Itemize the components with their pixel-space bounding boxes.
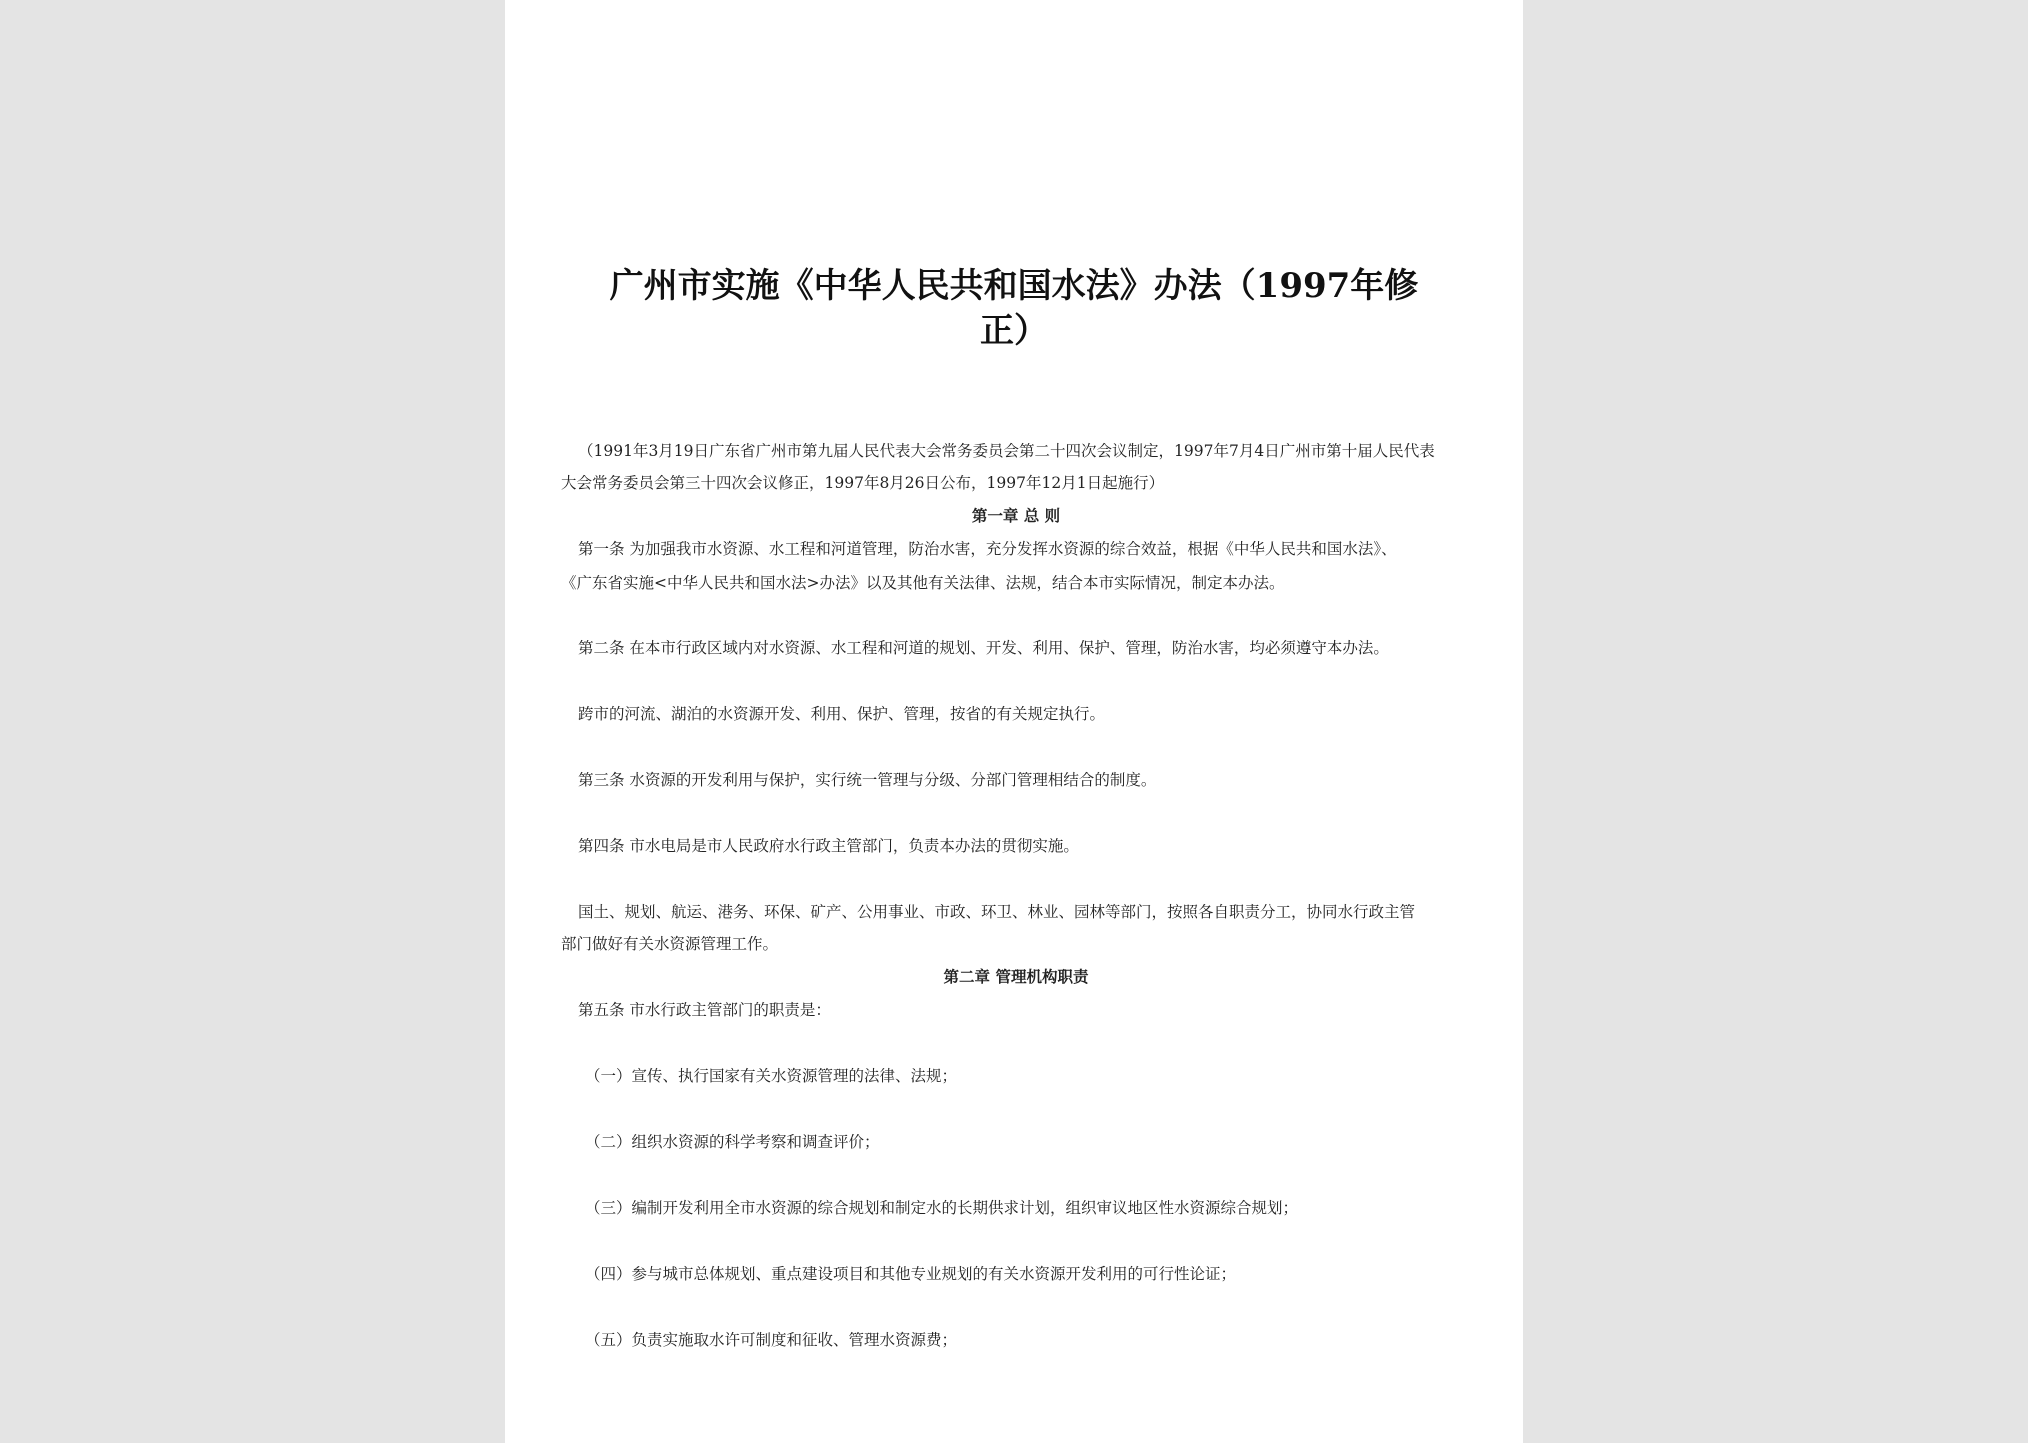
document-page bbox=[505, 0, 1523, 1443]
article-5-item-4: （四）参与城市总体规划、重点建设项目和其他专业规划的有关水资源开发利用的可行性论证； bbox=[585, 1265, 1237, 1283]
article-5-item-5: （五）负责实施取水许可制度和征收、管理水资源费； bbox=[585, 1331, 958, 1349]
document-title-line-1: 广州市实施《中华人民共和国水法》办法（1997年修 bbox=[609, 266, 1419, 306]
article-3: 第三条 水资源的开发利用与保护，实行统一管理与分级、分部门管理相结合的制度。 bbox=[578, 771, 1157, 789]
article-2-paragraph-2: 跨市的河流、湖泊的水资源开发、利用、保护、管理，按省的有关规定执行。 bbox=[578, 705, 1106, 723]
enactment-note-line-1: （1991年3月19日广东省广州市第九届人民代表大会常务委员会第二十四次会议制定，1997年7月4日广州市第十届人民代表 bbox=[578, 442, 1435, 460]
article-5-item-1: （一）宣传、执行国家有关水资源管理的法律、法规； bbox=[585, 1067, 958, 1085]
article-5: 第五条 市水行政主管部门的职责是： bbox=[578, 1001, 831, 1019]
chapter-2-heading: 第二章 管理机构职责 bbox=[943, 967, 1089, 986]
article-2: 第二条 在本市行政区域内对水资源、水工程和河道的规划、开发、利用、保护、管理，防治水害，均必须遵守本办法。 bbox=[578, 639, 1389, 657]
article-4: 第四条 市水电局是市人民政府水行政主管部门，负责本办法的贯彻实施。 bbox=[578, 837, 1079, 855]
article-4-paragraph-2-line-1: 国土、规划、航运、港务、环保、矿产、公用事业、市政、环卫、林业、园林等部门，按照各自职责分工，协同水行政主管 bbox=[578, 903, 1416, 921]
article-5-item-2: （二）组织水资源的科学考察和调查评价； bbox=[585, 1133, 880, 1151]
article-1-line-2: 《广东省实施<中华人民共和国水法>办法》以及其他有关法律、法规，结合本市实际情况，制定本办法。 bbox=[561, 574, 1285, 592]
article-4-paragraph-2-line-2: 部门做好有关水资源管理工作。 bbox=[561, 935, 779, 953]
article-1-line-1: 第一条 为加强我市水资源、水工程和河道管理，防治水害，充分发挥水资源的综合效益，根据《中华人民共和国水法》、 bbox=[578, 540, 1397, 558]
document-title-line-2: 正） bbox=[980, 311, 1048, 351]
article-5-item-3: （三）编制开发利用全市水资源的综合规划和制定水的长期供求计划，组织审议地区性水资源综合规划； bbox=[585, 1199, 1299, 1217]
chapter-1-heading: 第一章 总 则 bbox=[971, 506, 1061, 525]
enactment-note-line-2: 大会常务委员会第三十四次会议修正，1997年8月26日公布，1997年12月1日起施行） bbox=[561, 474, 1165, 492]
